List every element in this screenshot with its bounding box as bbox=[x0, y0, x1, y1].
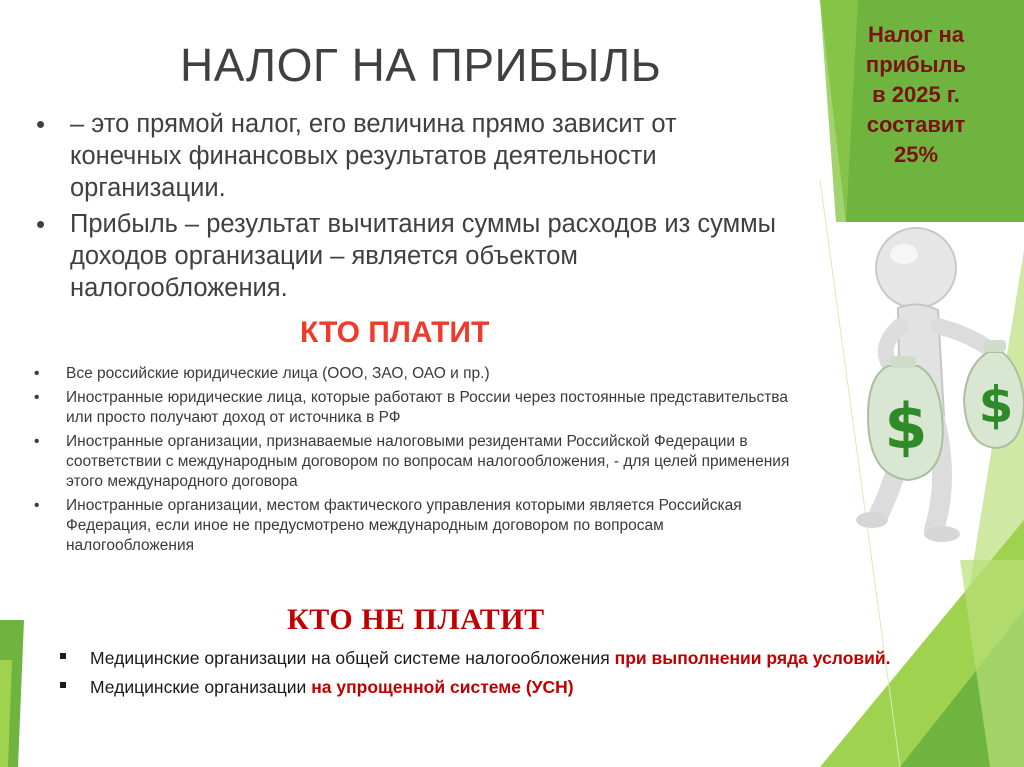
figure-head bbox=[876, 228, 956, 308]
payers-list bbox=[30, 364, 790, 560]
payer-item: • Иностранные юридические лица, которые работают в России через постоянные представительства или просто получают доход от источника в РФ bbox=[30, 388, 790, 428]
side-note-line: прибыль bbox=[865, 52, 967, 77]
side-note-line: Налог на bbox=[867, 22, 965, 47]
non-payer-item bbox=[60, 676, 980, 699]
payer-item: • Иностранные организации, признаваемые налоговыми резидентами Российской Федерации в соответствии с международным договором по вопросам налогообложения, - для целей применения этого международного договора bbox=[30, 432, 790, 492]
non-payer-highlight: при выполнении ряда условий. bbox=[614, 648, 891, 668]
non-payers-heading: КТО НЕ ПЛАТИТ bbox=[287, 603, 545, 636]
dollar-icon: $ bbox=[884, 390, 928, 463]
non-payer-text: Медицинские организации bbox=[90, 677, 312, 697]
non-payers-list bbox=[60, 647, 980, 705]
payers-heading: КТО ПЛАТИТ bbox=[300, 316, 490, 349]
payer-item: • Иностранные организации, местом фактического управления которыми является Российская Федерация, если иное не предусмотрено международным договором по вопросам налогообложения bbox=[30, 496, 790, 556]
square-bullet-icon bbox=[60, 653, 66, 659]
side-note-line: в 2025 г. bbox=[872, 82, 960, 107]
page-title: НАЛОГ НА ПРИБЫЛЬ bbox=[180, 39, 662, 91]
non-payer-text: Медицинские организации на общей системе налогообложения bbox=[90, 648, 615, 668]
non-payer-item bbox=[60, 647, 980, 670]
money-figure-illustration bbox=[838, 216, 1024, 566]
intro-list bbox=[30, 108, 790, 308]
side-note bbox=[826, 20, 1006, 170]
intro-item: • – это прямой налог, его величина прямо зависит от конечных финансовых результатов деятельности организации. bbox=[30, 108, 790, 204]
side-note-line: 25% bbox=[893, 142, 939, 167]
payer-item: • Все российские юридические лица (ООО, ЗАО, ОАО и пр.) bbox=[30, 364, 790, 384]
square-bullet-icon bbox=[60, 682, 66, 688]
dollar-icon: $ bbox=[978, 376, 1014, 434]
intro-item: • Прибыль – результат вычитания суммы расходов из суммы доходов организации – является объектом налогообложения. bbox=[30, 208, 790, 304]
side-note-line: составит bbox=[866, 112, 966, 137]
money-bag-icon bbox=[964, 340, 1024, 448]
non-payer-highlight: на упрощенной системе (УСН) bbox=[311, 677, 574, 697]
